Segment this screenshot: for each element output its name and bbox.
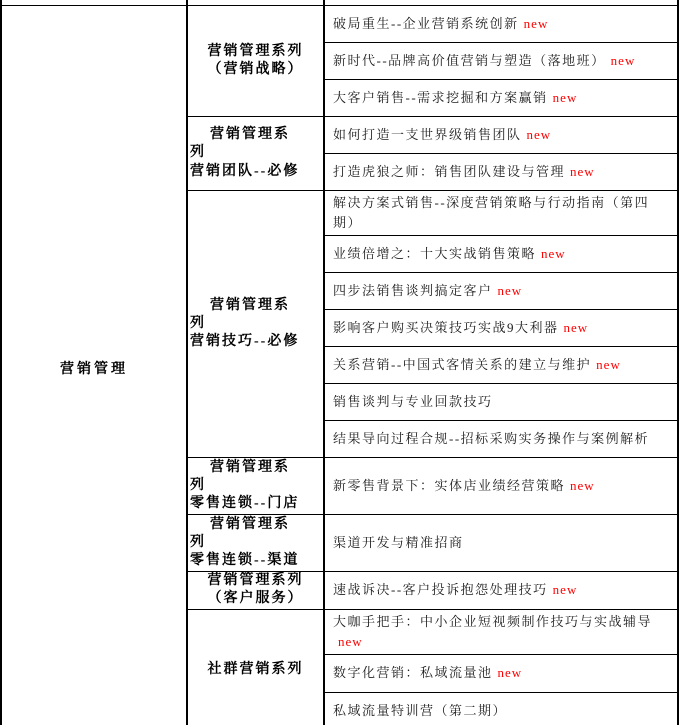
new-badge: new: [570, 478, 595, 494]
course-cell: [325, 154, 679, 191]
new-badge: new: [338, 633, 363, 649]
new-badge: new: [552, 89, 578, 105]
course-title: 结果导向过程合规--招标采购实务操作与案例解析: [333, 431, 650, 447]
new-badge: new: [497, 283, 523, 299]
course-title: 私域流量特训营（第二期）: [333, 703, 508, 719]
course-title: 数字化营销：私域流量池: [333, 665, 493, 681]
series-name-line: 列: [190, 478, 206, 494]
series-name-line: 列: [190, 316, 206, 332]
course-cell: [325, 655, 679, 693]
course-cell: [325, 43, 679, 80]
series-cell: [188, 191, 325, 458]
new-badge: new: [610, 52, 636, 68]
course-title: 破局重生--企业营销系统创新: [333, 15, 519, 31]
course-cell: [325, 273, 679, 310]
course-cell: [325, 191, 679, 236]
series-cell: [188, 6, 325, 117]
new-badge: new: [541, 246, 566, 262]
series-name-line: 营销管理系: [210, 460, 290, 475]
category-cell: 营销管理: [2, 6, 188, 725]
course-cell: [325, 572, 679, 609]
course-cell: [325, 6, 679, 43]
course-cell: [325, 80, 679, 117]
course-cell: [325, 384, 679, 421]
course-title: 销售谈判与专业回款技巧: [333, 394, 493, 410]
course-cell: [325, 117, 679, 154]
series-name-line: 营销管理系: [210, 517, 290, 532]
series-cell: [188, 458, 325, 515]
new-badge: new: [596, 357, 621, 373]
course-cell: [325, 310, 679, 347]
course-cell: [325, 693, 679, 725]
course-title: 新时代--品牌高价值营销与塑造（落地班）: [333, 52, 606, 68]
course-title: 速战诉决--客户投诉抱怨处理技巧: [333, 582, 548, 598]
series-name-line: 列: [190, 535, 206, 551]
new-badge: new: [497, 665, 523, 681]
course-cell: [325, 236, 679, 273]
series-cell: [188, 610, 325, 725]
series-name-line: 营销管理系列: [207, 573, 304, 589]
course-title: 四步法销售谈判搞定客户: [333, 283, 493, 299]
course-cell: [325, 515, 679, 572]
table-row: [2, 6, 679, 43]
series-name-line: 营销管理系: [210, 127, 290, 143]
series-name-line: 营销团队--必修: [190, 163, 300, 179]
series-name-line: 营销管理系列: [207, 43, 304, 59]
series-name-line: 零售连锁--渠道: [190, 553, 300, 569]
course-title: 解决方案式销售--深度营销策略与行动指南（第四期）: [333, 195, 650, 231]
course-title: 新零售背景下：实体店业绩经营策略: [333, 478, 566, 494]
course-title: 大咖手把手：中小企业短视频制作技巧与实战辅导: [333, 613, 653, 629]
new-badge: new: [523, 15, 549, 31]
course-cell: [325, 347, 679, 384]
course-title: 如何打造一支世界级销售团队: [333, 126, 522, 142]
series-cell: [188, 117, 325, 191]
new-badge: new: [570, 163, 595, 179]
course-title: 打造虎狼之师：销售团队建设与管理: [333, 163, 566, 179]
new-badge: new: [563, 320, 589, 336]
new-badge: new: [526, 126, 552, 142]
new-badge: new: [552, 582, 578, 598]
course-cell: [325, 610, 679, 655]
course-title: 关系营销--中国式客情关系的建立与维护: [333, 357, 592, 373]
series-name-line: 零售连锁--门店: [190, 496, 300, 512]
course-title: 影响客户购买决策技巧实战9大利器: [333, 320, 559, 336]
series-name-line: 社群营销系列: [207, 661, 304, 677]
series-name-line: 营销管理系: [210, 297, 290, 313]
series-name-line: 列: [190, 145, 206, 161]
series-name-line: （营销战略）: [207, 62, 304, 77]
course-cell: [325, 421, 679, 458]
series-name-line: 营销技巧--必修: [190, 334, 300, 350]
course-title: 渠道开发与精准招商: [333, 535, 464, 551]
series-cell: [188, 572, 325, 609]
series-name-line: （客户服务）: [207, 591, 304, 607]
course-title: 大客户销售--需求挖掘和方案赢销: [333, 89, 548, 105]
series-cell: [188, 515, 325, 572]
course-title: 业绩倍增之：十大实战销售策略: [333, 246, 537, 262]
course-cell: [325, 458, 679, 515]
